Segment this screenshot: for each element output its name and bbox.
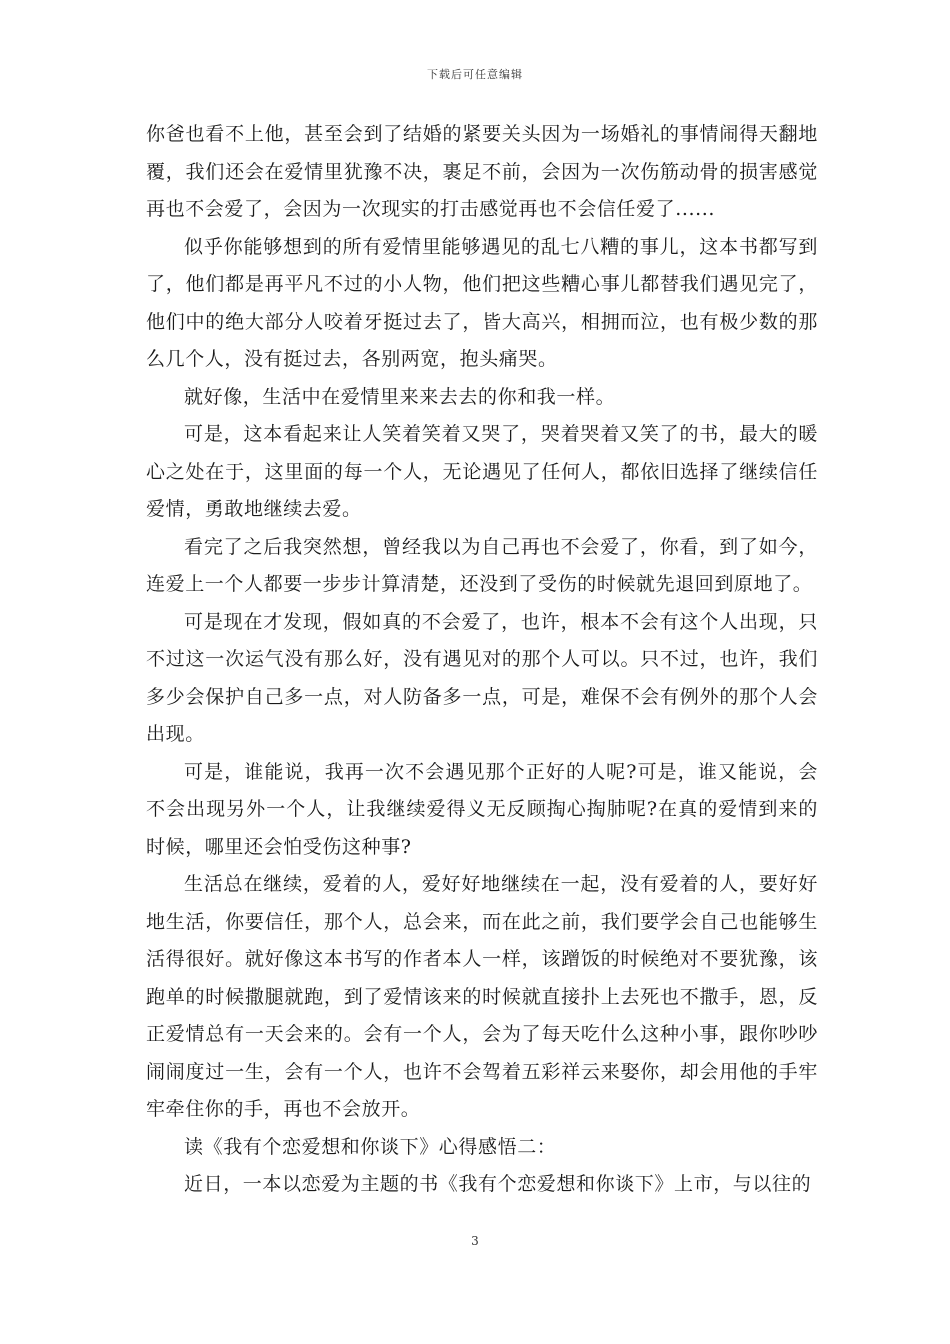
- paragraph-1: 你爸也看不上他，甚至会到了结婚的紧要关头因为一场婚礼的事情闹得天翻地覆，我们还会在爱情里犹豫不决，裹足不前，会因为一次伤筋动骨的损害感觉再也不会爱了，会因为一次现实的打击感觉再也不会信任爱了......: [146, 123, 818, 220]
- paragraph-3: 就好像，生活中在爱情里来来去去的你和我一样。: [184, 385, 616, 408]
- document-body: [146, 116, 818, 1204]
- paragraph-6: 可是现在才发现，假如真的不会爱了，也许，根本不会有这个人出现，只不过这一次运气没有那么好，没有遇见对的那个人可以。只不过，也许，我们多少会保护自己多一点，对人防备多一点，可是，难保不会有例外的那个人会出现。: [146, 610, 818, 745]
- paragraph-8: 生活总在继续，爱着的人，爱好好地继续在一起，没有爱着的人，要好好地生活，你要信任，那个人，总会来，而在此之前，我们要学会自己也能够生活得很好。就好像这本书写的作者本人一样，该蹭饭的时候绝对不要犹豫，该跑单的时候撒腿就跑，到了爱情该来的时候就直接扑上去死也不撒手，恩，反正爱情总有一天会来的。会有一个人，会为了每天吃什么这种小事，跟你吵吵闹闹度过一生，会有一个人，也许不会驾着五彩祥云来娶你，却会用他的手牢牢牵住你的手，再也不会放开。: [146, 873, 818, 1120]
- header-note: 下载后可任意编辑: [427, 68, 523, 81]
- paragraph-5: 看完了之后我突然想，曾经我以为自己再也不会爱了，你看，到了如今，连爱上一个人都要一步步计算清楚，还没到了受伤的时候就先退回到原地了。: [146, 535, 818, 595]
- paragraph-9: 近日，一本以恋爱为主题的书《我有个恋爱想和你谈下》上市，与以往的: [184, 1173, 812, 1195]
- paragraph-4: 可是，这本看起来让人笑着笑着又哭了，哭着哭着又笑了的书，最大的暖心之处在于，这里面的每一个人，无论遇见了任何人，都依旧选择了继续信任爱情，勇敢地继续去爱。: [146, 423, 818, 520]
- paragraph-7: 可是，谁能说，我再一次不会遇见那个正好的人呢?可是，谁又能说，会不会出现另外一个人，让我继续爱得义无反顾掏心掏肺呢?在真的爱情到来的时候，哪里还会怕受伤这种事?: [146, 760, 818, 858]
- paragraph-2: 似乎你能够想到的所有爱情里能够遇见的乱七八糟的事儿，这本书都写到了，他们都是再平凡不过的小人物，他们把这些糟心事儿都替我们遇见完了，他们中的绝大部分人咬着牙挺过去了，皆大高兴，相拥而泣，也有极少数的那么几个人，没有挺过去，各别两宽，抱头痛哭。: [146, 235, 818, 370]
- page-number: 3: [471, 1234, 479, 1248]
- section-heading: 读《我有个恋爱想和你谈下》心得感悟二：: [184, 1135, 557, 1158]
